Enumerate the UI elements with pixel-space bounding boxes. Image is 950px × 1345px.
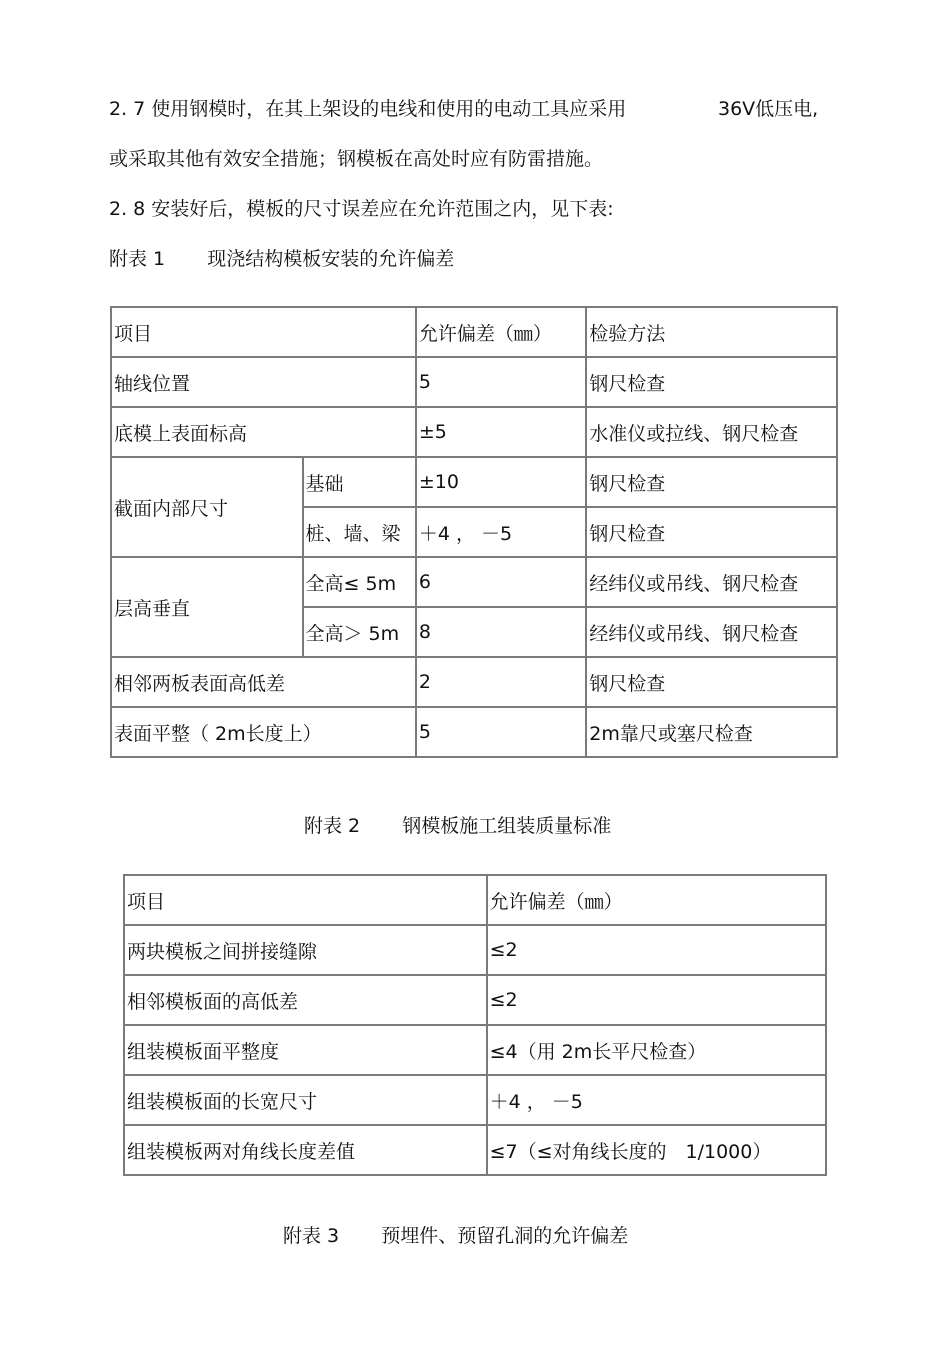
sub-item-cell: 桩、墙、梁 bbox=[303, 507, 416, 557]
caption-label: 附表 3 bbox=[283, 1225, 340, 1247]
sub-item-cell: 基础 bbox=[303, 457, 416, 507]
tolerance-cell: 8 bbox=[416, 607, 586, 657]
table3-caption bbox=[283, 1224, 628, 1248]
caption-label: 附表 2 bbox=[304, 815, 361, 837]
table1-caption bbox=[109, 247, 454, 271]
header-cell: 项目 bbox=[124, 875, 487, 925]
tolerance-cell: ≤7（≤对角线长度的 1/1000） bbox=[487, 1125, 826, 1175]
method-cell: 钢尺检查 bbox=[586, 357, 837, 407]
tolerance-cell: ≤4（用 2m长平尺检查） bbox=[487, 1025, 826, 1075]
item-cell: 组装模板两对角线长度差值 bbox=[124, 1125, 487, 1175]
tolerance-cell: ±5 bbox=[416, 407, 586, 457]
tolerance-cell: ±10 bbox=[416, 457, 586, 507]
tolerance-cell: 6 bbox=[416, 557, 586, 607]
table-header-row bbox=[124, 875, 826, 925]
method-cell: 水准仪或拉线、钢尺检查 bbox=[586, 407, 837, 457]
tolerance-cell: ＋4 ， －5 bbox=[416, 507, 586, 557]
table-row bbox=[111, 707, 837, 757]
caption-title: 现浇结构模板安装的允许偏差 bbox=[207, 248, 455, 270]
quality-standard-table-2 bbox=[123, 874, 827, 1176]
item-cell: 层高垂直 bbox=[111, 557, 303, 657]
sub-item-cell: 全高＞ 5m bbox=[303, 607, 416, 657]
table-row bbox=[124, 925, 826, 975]
method-cell: 经纬仪或吊线、钢尺检查 bbox=[586, 607, 837, 657]
item-cell: 相邻两板表面高低差 bbox=[111, 657, 416, 707]
item-cell: 表面平整（ 2m长度上） bbox=[111, 707, 416, 757]
table-row bbox=[124, 1025, 826, 1075]
header-cell: 允许偏差（㎜） bbox=[487, 875, 826, 925]
paragraph-text: 或采取其他有效安全措施；钢模板在高处时应有防雷措施。 bbox=[109, 148, 604, 170]
table-header-row bbox=[111, 307, 837, 357]
header-cell: 检验方法 bbox=[586, 307, 837, 357]
item-cell: 相邻模板面的高低差 bbox=[124, 975, 487, 1025]
tolerance-cell: 2 bbox=[416, 657, 586, 707]
item-cell: 截面内部尺寸 bbox=[111, 457, 303, 557]
caption-title: 预埋件、预留孔洞的允许偏差 bbox=[381, 1225, 629, 1247]
tolerance-cell: 5 bbox=[416, 357, 586, 407]
caption-label: 附表 1 bbox=[109, 248, 166, 270]
paragraph-text: 2. 7 使用钢模时，在其上架设的电线和使用的电动工具应采用 bbox=[109, 98, 627, 120]
header-cell: 允许偏差（㎜） bbox=[416, 307, 586, 357]
method-cell: 经纬仪或吊线、钢尺检查 bbox=[586, 557, 837, 607]
table-row bbox=[124, 1075, 826, 1125]
tolerance-cell: ＋4 ， －5 bbox=[487, 1075, 826, 1125]
header-cell: 项目 bbox=[111, 307, 416, 357]
table-row bbox=[111, 657, 837, 707]
table-row bbox=[111, 407, 837, 457]
item-cell: 底模上表面标高 bbox=[111, 407, 416, 457]
table-row bbox=[124, 975, 826, 1025]
table-row bbox=[124, 1125, 826, 1175]
paragraph-2-8: 2. 8 安装好后，模板的尺寸误差应在允许范围之内，见下表: bbox=[109, 198, 614, 220]
item-cell: 组装模板面的长宽尺寸 bbox=[124, 1075, 487, 1125]
tolerance-cell: 5 bbox=[416, 707, 586, 757]
item-cell: 轴线位置 bbox=[111, 357, 416, 407]
sub-item-cell: 全高≤ 5m bbox=[303, 557, 416, 607]
tolerance-cell: ≤2 bbox=[487, 975, 826, 1025]
tolerance-table-1 bbox=[110, 306, 838, 758]
table2-caption bbox=[304, 814, 611, 838]
item-cell: 组装模板面平整度 bbox=[124, 1025, 487, 1075]
caption-title: 钢模板施工组装质量标准 bbox=[402, 815, 612, 837]
tolerance-cell: ≤2 bbox=[487, 925, 826, 975]
method-cell: 钢尺检查 bbox=[586, 507, 837, 557]
method-cell: 钢尺检查 bbox=[586, 657, 837, 707]
item-cell: 两块模板之间拼接缝隙 bbox=[124, 925, 487, 975]
method-cell: 钢尺检查 bbox=[586, 457, 837, 507]
table-row bbox=[111, 557, 837, 607]
paragraph-text: 36V低压电, bbox=[718, 98, 819, 120]
table-row bbox=[111, 357, 837, 407]
method-cell: 2m靠尺或塞尺检查 bbox=[586, 707, 837, 757]
table-row bbox=[111, 457, 837, 507]
